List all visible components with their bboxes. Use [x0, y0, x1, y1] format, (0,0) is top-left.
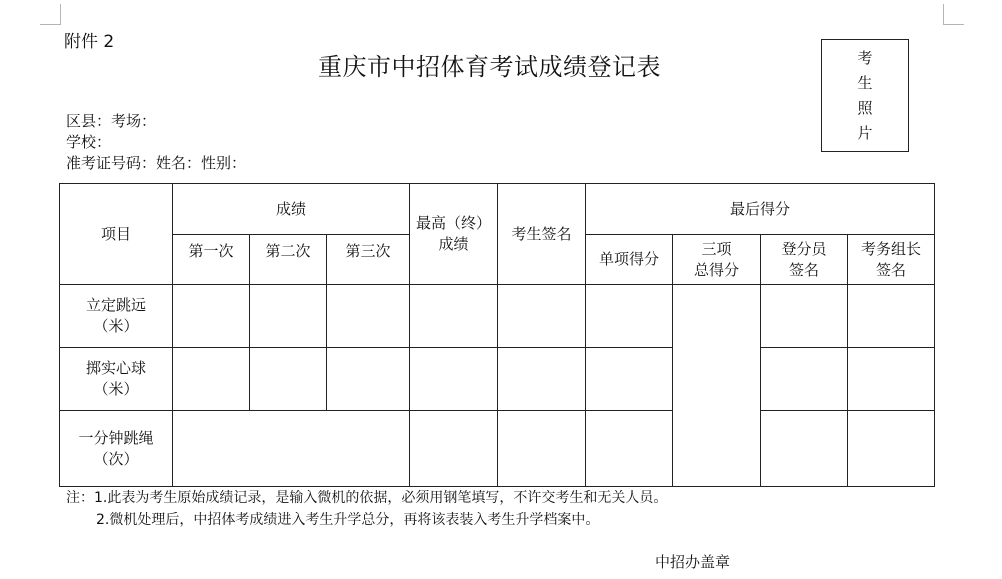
best-score-cell[interactable] [410, 285, 498, 348]
page-corner-mark-left [40, 4, 61, 25]
district-venue-line: 区县：考场： [66, 112, 157, 130]
row-label-standing-long-jump: 立定跳远 （米） [60, 285, 173, 348]
score-cell[interactable] [250, 348, 327, 411]
seal-label: 中招办盖章 [655, 553, 731, 571]
single-score-cell[interactable] [586, 348, 673, 411]
page-corner-mark-right [943, 4, 964, 25]
three-total-cell[interactable] [673, 285, 761, 487]
photo-box-char: 考 [857, 48, 873, 67]
header-best-score: 最高（终） 成绩 [410, 184, 498, 285]
id-name-gender-line: 准考证号码：姓名：性别： [66, 154, 247, 172]
header-final-score: 最后得分 [586, 184, 935, 235]
score-cell[interactable] [173, 285, 250, 348]
header-attempt-2: 第二次 [250, 235, 327, 285]
signature-cell[interactable] [498, 348, 586, 411]
score-cell[interactable] [173, 348, 250, 411]
single-score-cell[interactable] [586, 411, 673, 487]
form-title: 重庆市中招体育考试成绩登记表 [318, 53, 661, 81]
score-cell[interactable] [327, 285, 410, 348]
header-attempt-3: 第三次 [327, 235, 410, 285]
best-score-cell[interactable] [410, 411, 498, 487]
header-item: 项目 [60, 184, 173, 285]
recorder-signature-cell[interactable] [761, 285, 848, 348]
photo-box-char: 片 [857, 123, 873, 142]
signature-cell[interactable] [498, 285, 586, 348]
single-score-cell[interactable] [586, 285, 673, 348]
header-attempt-1: 第一次 [173, 235, 250, 285]
header-recorder-signature: 登分员 签名 [761, 235, 848, 285]
score-cell-merged[interactable] [173, 411, 410, 487]
score-table [59, 183, 935, 487]
recorder-signature-cell[interactable] [761, 348, 848, 411]
recorder-signature-cell[interactable] [761, 411, 848, 487]
header-candidate-signature: 考生签名 [498, 184, 586, 285]
score-cell[interactable] [327, 348, 410, 411]
row-label-shot-put: 掷实心球 （米） [60, 348, 173, 411]
header-three-total: 三项 总得分 [673, 235, 761, 285]
signature-cell[interactable] [498, 411, 586, 487]
header-scores: 成绩 [173, 184, 410, 235]
header-leader-signature: 考务组长 签名 [848, 235, 935, 285]
school-line: 学校： [66, 133, 112, 151]
score-cell[interactable] [250, 285, 327, 348]
row-label-rope-skipping: 一分钟跳绳 （次） [60, 411, 173, 487]
leader-signature-cell[interactable] [848, 348, 935, 411]
note-line-1: 注：1.此表为考生原始成绩记录，是输入微机的依据，必须用钢笔填写，不许交考生和无关人员。 [66, 490, 668, 506]
leader-signature-cell[interactable] [848, 285, 935, 348]
attachment-label: 附件 2 [64, 32, 115, 52]
leader-signature-cell[interactable] [848, 411, 935, 487]
best-score-cell[interactable] [410, 348, 498, 411]
photo-box [821, 39, 909, 152]
photo-box-char: 生 [857, 73, 873, 92]
note-line-2: 2.微机处理后，中招体考成绩进入考生升学总分，再将该表装入考生升学档案中。 [96, 512, 600, 528]
photo-box-char: 照 [857, 98, 873, 117]
header-single-score: 单项得分 [586, 235, 673, 285]
